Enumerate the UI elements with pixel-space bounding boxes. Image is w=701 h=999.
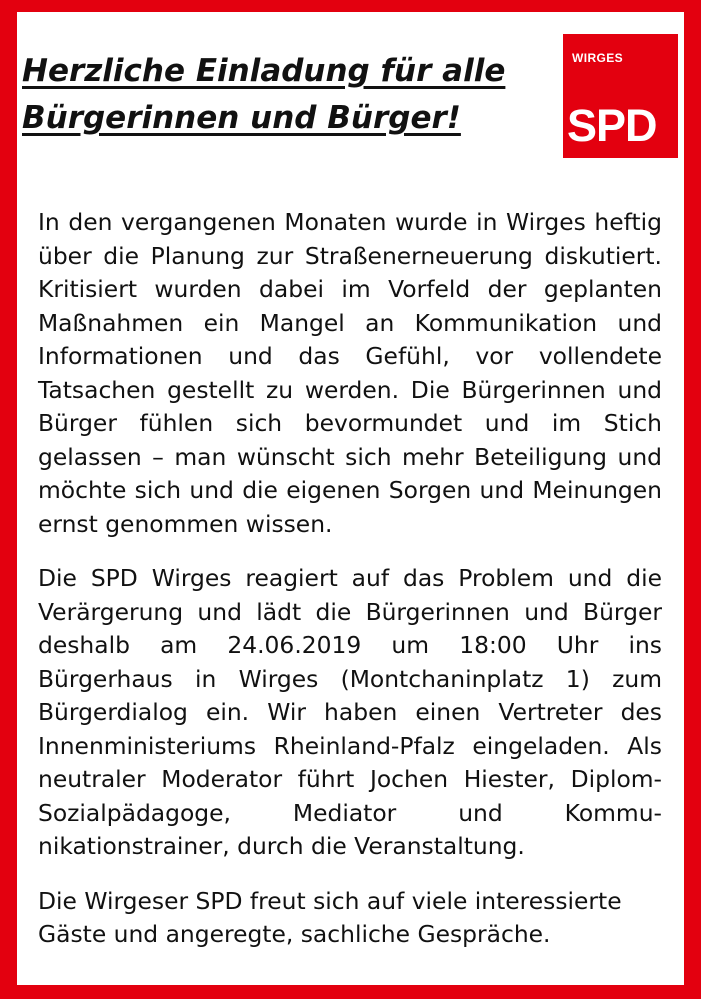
paragraph-background: In den vergangenen Monaten wurde in Wirges heftig über die Planung zur Straßenerneuerung diskutiert. Kritisiert wurden dabei im Vorfeld der geplanten Maßnahmen ein Mangel an Kommunikation und Informationen und das Gefühl, vor vollendete Tatsachen gestellt zu werden. Die Bürgerinnen und Bürger fühlen sich bevormundet und im Stich gelassen – man wünscht sich mehr Beteiligung und möchte sich und die eigenen Sorgen und Meinungen ernst genommen wissen. [38, 208, 662, 538]
flyer-page [17, 12, 684, 985]
paragraph-event-details: Die SPD Wirges reagiert auf das Problem und die Verärgerung und lädt die Bürgerinnen und Bürger deshalb am 24.06.2019 um 18:00 Uhr ins Bürgerhaus in Wirges (Montchaninplatz 1) zum Bürgerdialog ein. Wir haben einen Vertreter des Innenministeriums Rheinland-Pfalz eingeladen. Als neutraler Moderator führt Jochen Hiester, Diplom-Sozialpädagoge, Mediator und Kommunikationstrainer, durch die Veranstaltung. [38, 564, 662, 860]
spd-logo [563, 34, 678, 158]
logo-party-name: SPD [567, 100, 657, 151]
paragraph-closing: Die Wirgeser SPD freut sich auf viele interessierte Gäste und angeregte, sachliche Gespräche. [38, 886, 622, 948]
logo-place-name: WIRGES [572, 51, 624, 65]
headline-line-1: Herzliche Einladung für alle [22, 53, 506, 89]
headline [22, 48, 582, 142]
headline-line-2: Bürgerinnen und Bürger! [22, 100, 461, 136]
invitation-text [38, 206, 662, 952]
